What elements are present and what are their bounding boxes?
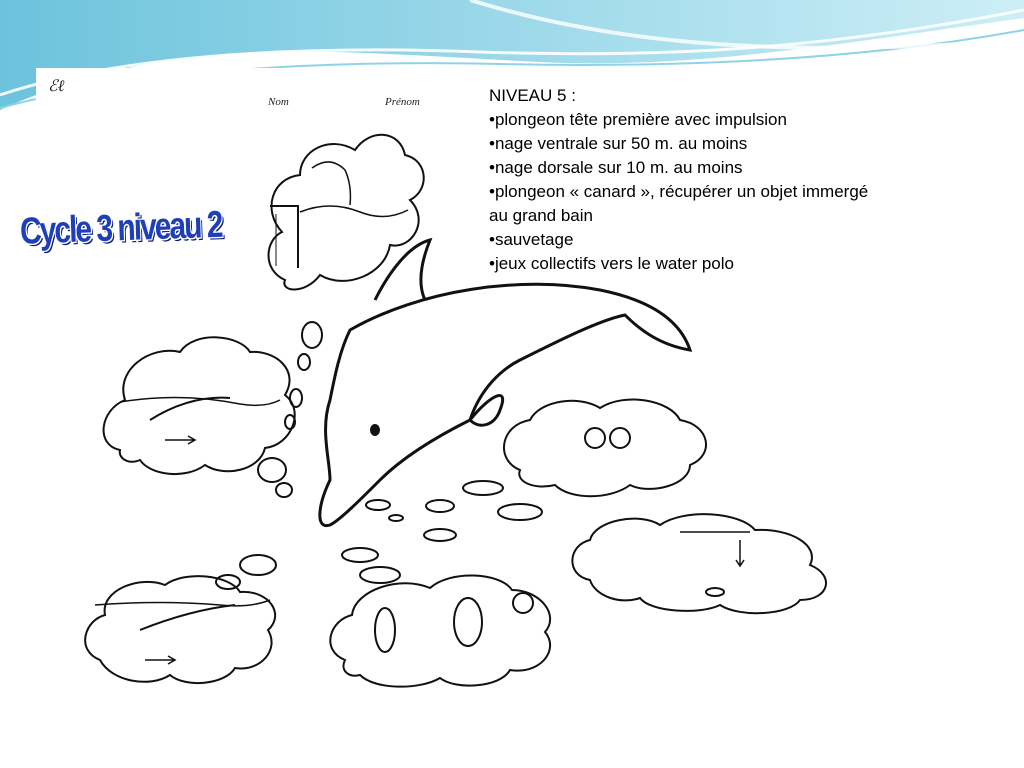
niveau-title: NIVEAU 5 : (489, 86, 576, 105)
cloud-duo (504, 399, 706, 496)
niveau-item: •plongeon « canard », récupérer un objet immergé au grand bain (489, 182, 869, 225)
nom-label: Nom (268, 96, 289, 108)
niveau-item: •nage ventrale sur 50 m. au moins (489, 134, 748, 153)
cloud-ventral (104, 337, 295, 474)
cloud-dorsal (85, 576, 275, 683)
prenom-label: Prénom (385, 96, 420, 108)
cycle-title: Cycle 3 niveau 2 (19, 204, 223, 253)
niveau-text-block (489, 84, 869, 276)
signature-mark: ℰℓ (48, 78, 65, 95)
cloud-canard (572, 514, 826, 613)
cloud-water-polo (330, 575, 550, 686)
niveau-item: •jeux collectifs vers le water polo (489, 254, 734, 273)
cloud-dive (269, 135, 424, 290)
niveau-item: •plongeon tête première avec impulsion (489, 110, 787, 129)
niveau-item: •sauvetage (489, 230, 574, 249)
niveau-item: •nage dorsale sur 10 m. au moins (489, 158, 743, 177)
